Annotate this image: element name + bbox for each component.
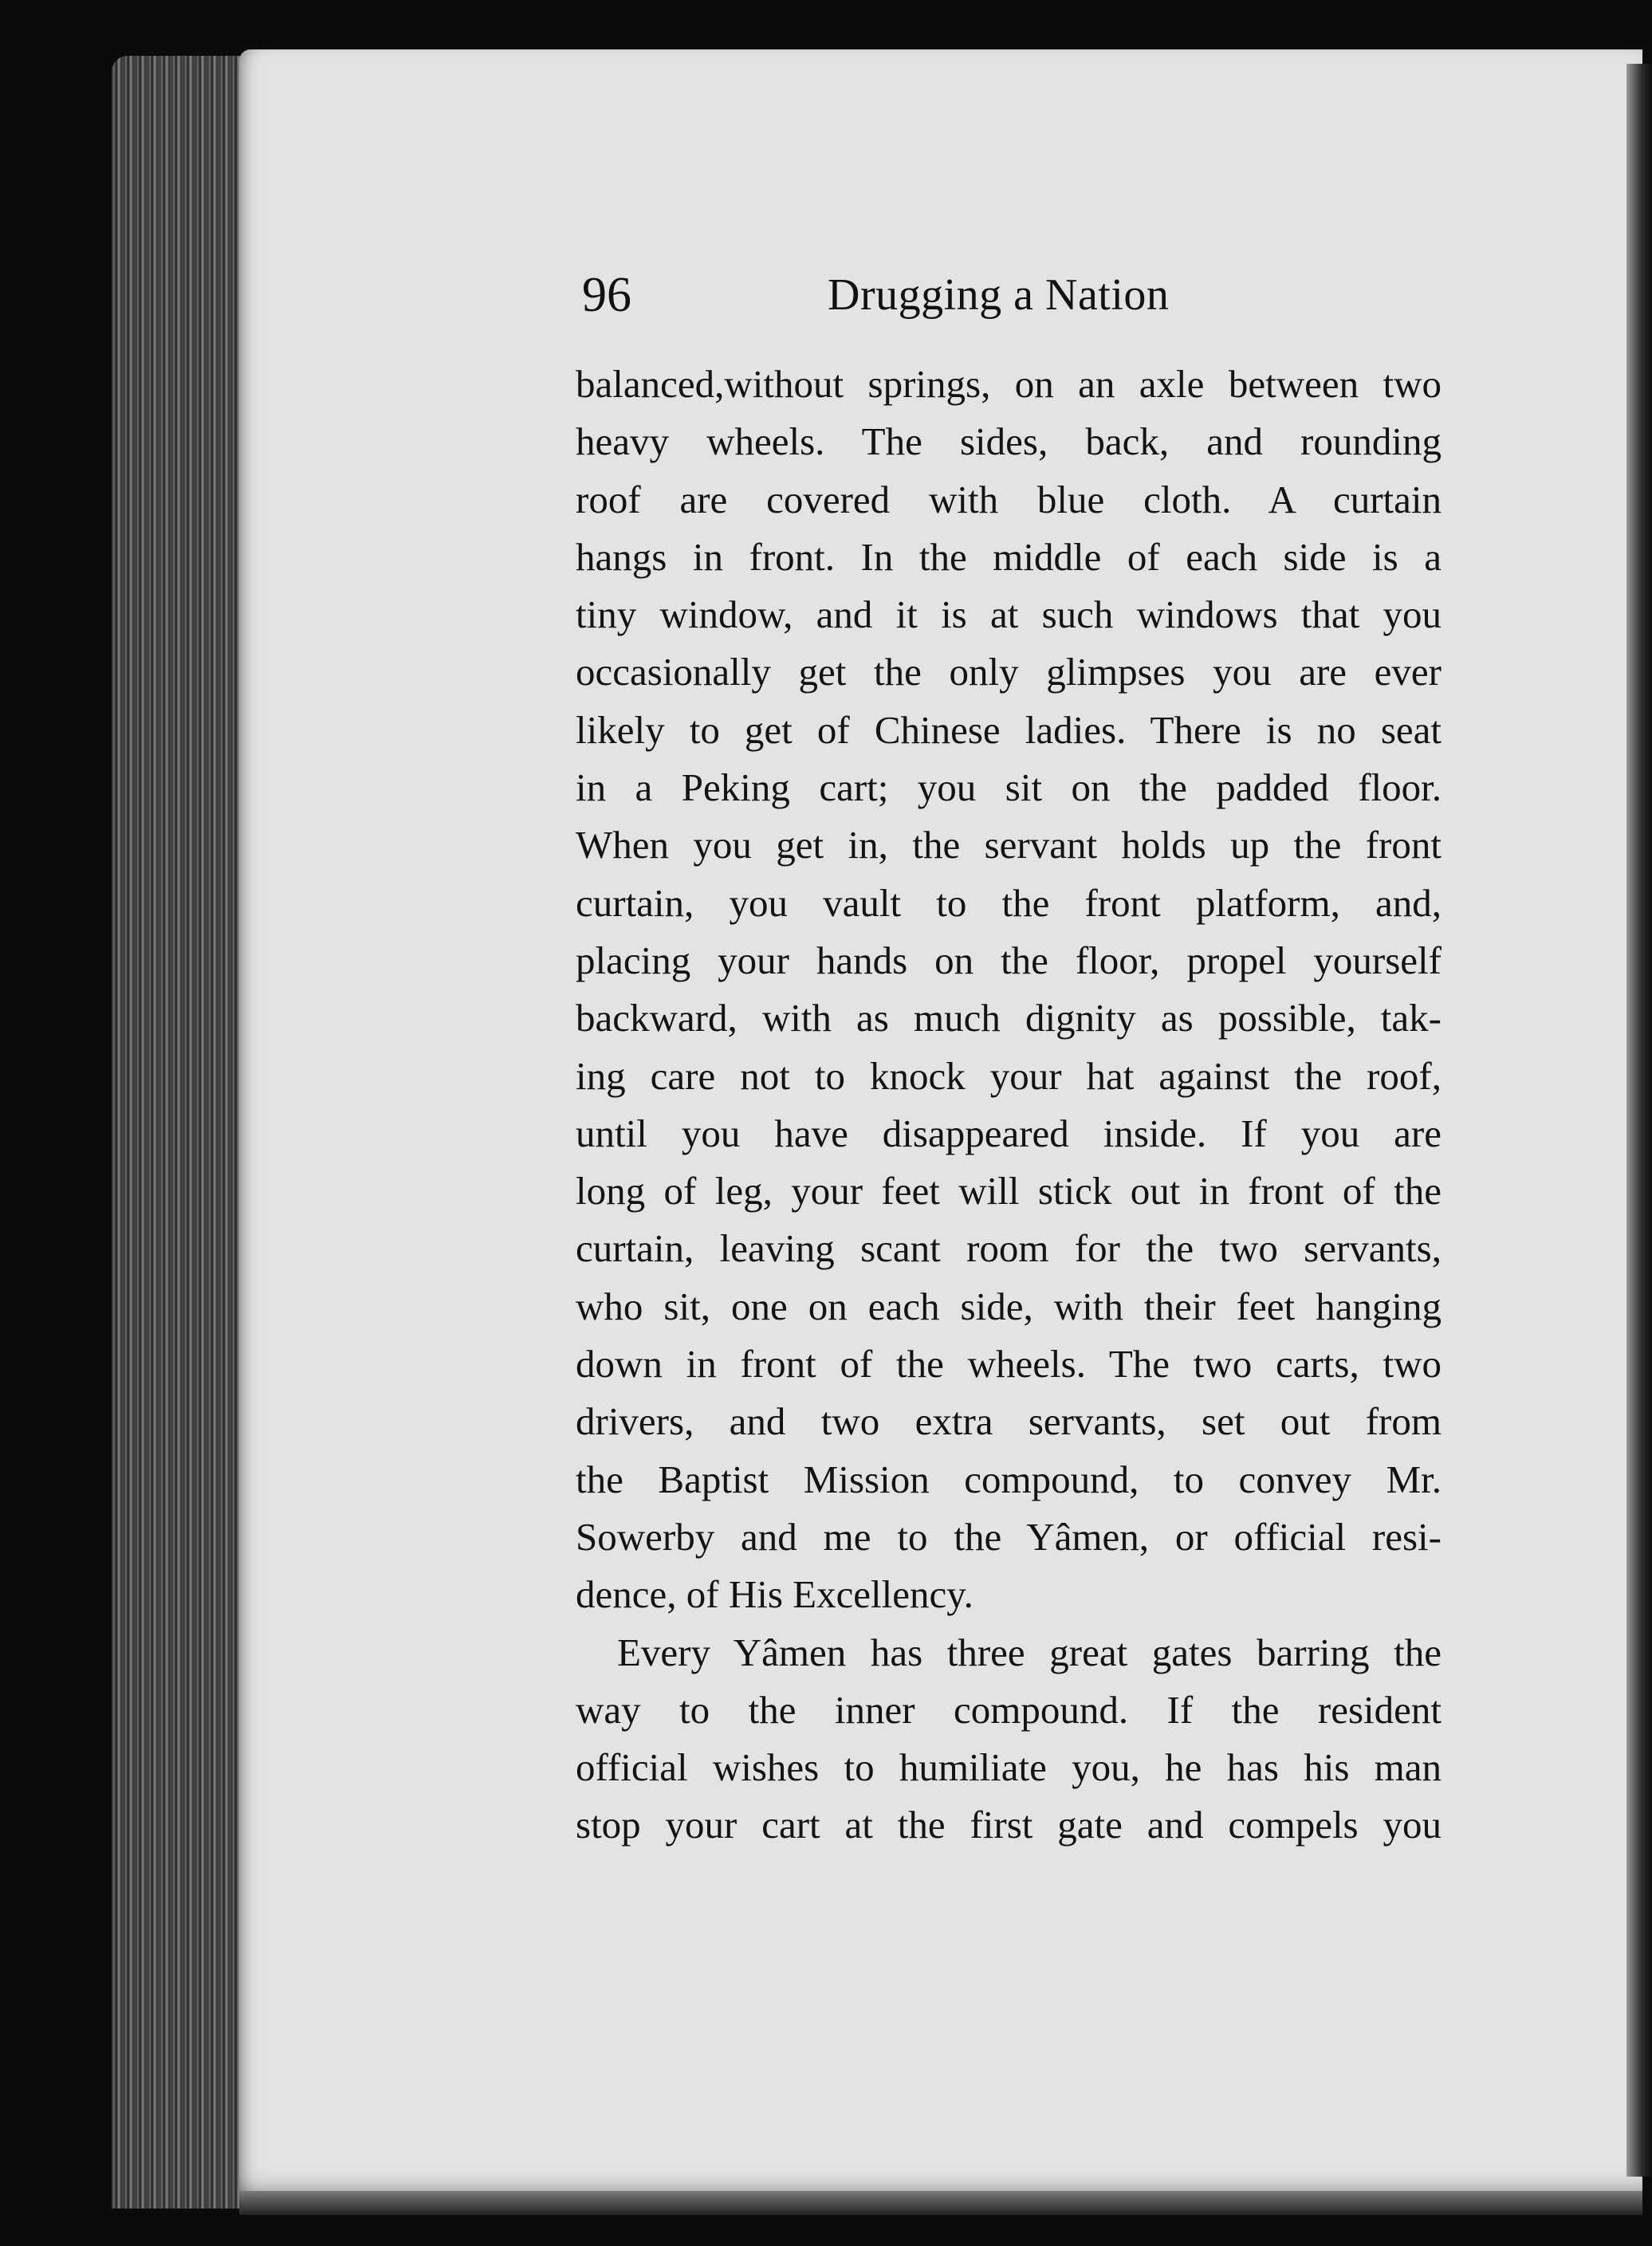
text-line: way to the inner compound. If the resident bbox=[576, 1687, 1442, 1732]
text-line: drivers, and two extra servants, set out from bbox=[576, 1399, 1442, 1444]
body-text bbox=[576, 356, 1442, 1855]
text-line: long of leg, your feet will stick out in front of the bbox=[576, 1169, 1442, 1213]
page-right-edge bbox=[1626, 64, 1652, 2177]
text-line: balanced,without springs, on an axle between two bbox=[576, 362, 1442, 406]
text-line: placing your hands on the floor, propel yourself bbox=[576, 938, 1442, 982]
running-title: Drugging a Nation bbox=[828, 270, 1170, 320]
text-line: likely to get of Chinese ladies. There is no seat bbox=[576, 707, 1442, 752]
text-line: roof are covered with blue cloth. A curtain bbox=[576, 477, 1442, 521]
text-line: When you get in, the servant holds up the front bbox=[576, 823, 1442, 867]
text-line: occasionally get the only glimpses you are ever bbox=[576, 650, 1442, 694]
page-number: 96 bbox=[582, 268, 631, 322]
text-line: Every Yâmen has three great gates barring the bbox=[617, 1630, 1442, 1674]
text-line: in a Peking cart; you sit on the padded floor. bbox=[576, 765, 1442, 810]
text-line: backward, with as much dignity as possible, tak- bbox=[576, 996, 1442, 1040]
text-line: stop your cart at the first gate and compels you bbox=[576, 1803, 1442, 1847]
text-line: ing care not to knock your hat against the roof, bbox=[576, 1053, 1442, 1098]
text-line: curtain, you vault to the front platform, and, bbox=[576, 880, 1442, 925]
text-line: tiny window, and it is at such windows that you bbox=[576, 592, 1442, 637]
text-line: heavy wheels. The sides, back, and rounding bbox=[576, 419, 1442, 464]
text-line: Sowerby and me to the Yâmen, or official resi- bbox=[576, 1514, 1442, 1559]
paragraph bbox=[576, 1624, 1442, 1855]
text-line: curtain, leaving scant room for the two servants, bbox=[576, 1226, 1442, 1271]
text-line: who sit, one on each side, with their feet hanging bbox=[576, 1284, 1442, 1328]
text-line: the Baptist Mission compound, to convey Mr. bbox=[576, 1457, 1442, 1501]
text-line: dence, of His Excellency. bbox=[576, 1572, 974, 1617]
book-page-edges bbox=[112, 56, 255, 2209]
text-line: hangs in front. In the middle of each side is a bbox=[576, 534, 1442, 579]
text-line: down in front of the wheels. The two carts, two bbox=[576, 1342, 1442, 1387]
text-line: until you have disappeared inside. If you are bbox=[576, 1111, 1442, 1155]
running-head bbox=[582, 263, 1443, 327]
text-line: official wishes to humiliate you, he has his man bbox=[576, 1745, 1442, 1790]
page-bottom-edge bbox=[239, 2191, 1642, 2215]
paragraph bbox=[576, 356, 1442, 1624]
